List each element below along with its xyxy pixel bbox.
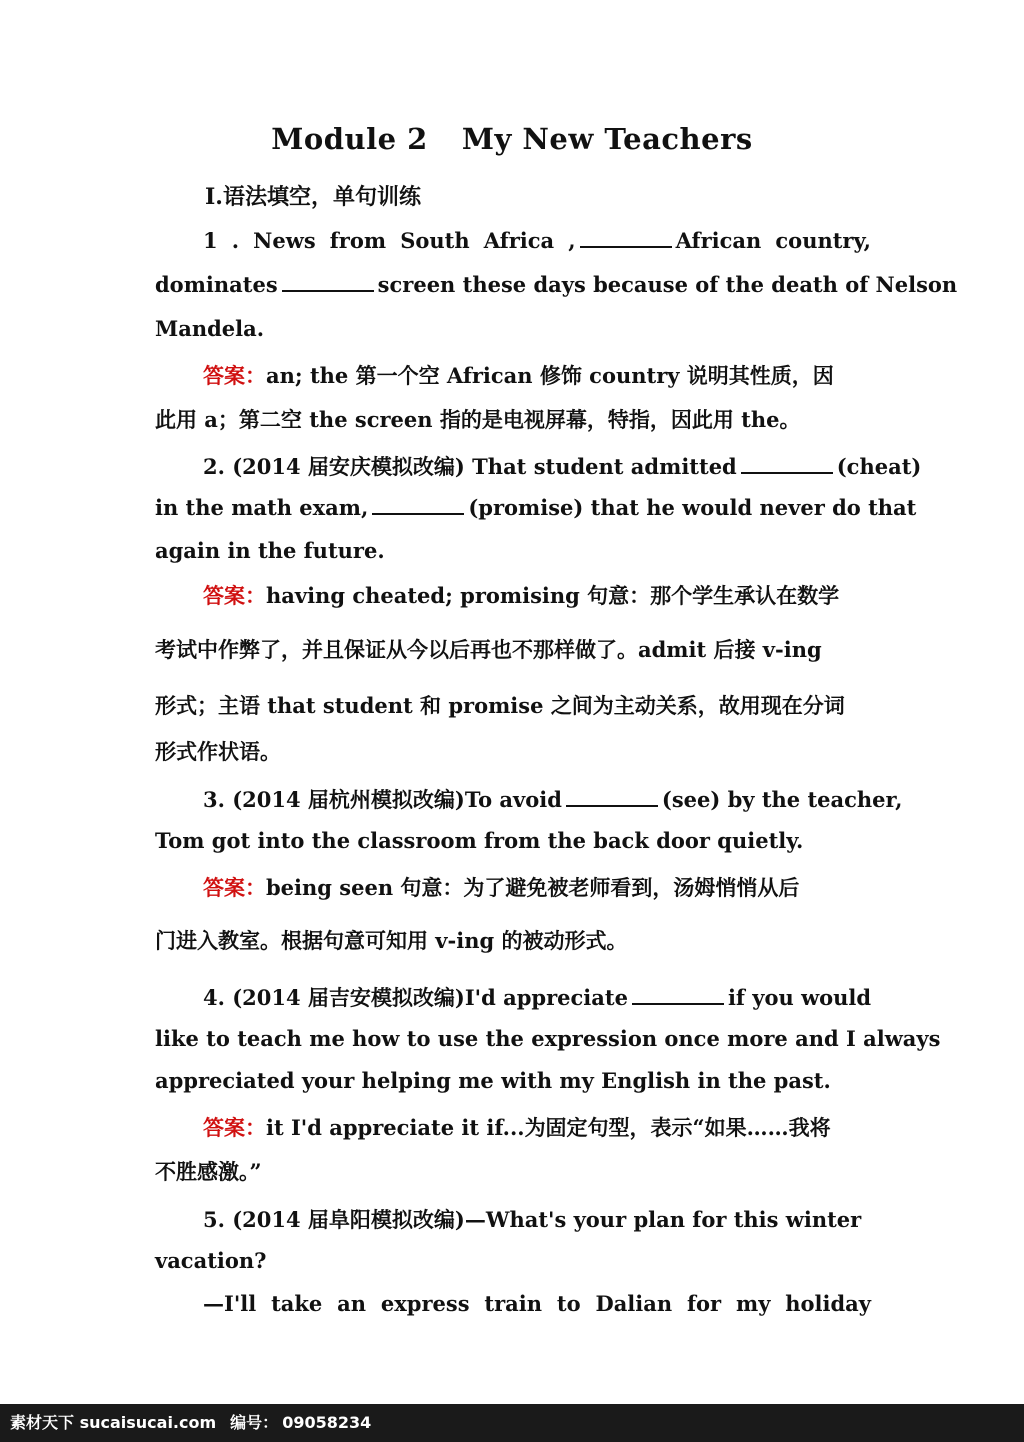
question-1-line-3: Mandela.	[155, 316, 265, 341]
footer-site: 素材天下 sucaisucai.com	[10, 1413, 217, 1432]
question-5-line-2: vacation?	[155, 1248, 267, 1273]
answer-4-line-2: 不胜感激。”	[155, 1159, 262, 1184]
answer-label: 答案：	[203, 1115, 266, 1140]
blank	[741, 471, 833, 474]
blank	[566, 804, 658, 807]
question-2-line-2: in the math exam, (promise) that he would never do that	[155, 495, 917, 520]
answer-1-line-2: 此用 a；第二空 the screen 指的是电视屏幕，特指，因此用 the。	[155, 407, 801, 432]
blank	[282, 289, 374, 292]
question-4-line-1: 4. (2014 届吉安模拟改编)I'd appreciate if you would	[203, 985, 872, 1010]
question-3-line-1: 3. (2014 届杭州模拟改编)To avoid (see) by the teacher,	[203, 787, 903, 812]
title-name: My New Teachers	[461, 122, 753, 156]
question-2-line-1: 2. (2014 届安庆模拟改编) That student admitted (cheat)	[203, 454, 922, 479]
answer-2-line-4: 形式作状语。	[155, 739, 281, 764]
blank	[632, 1002, 724, 1005]
question-5-line-1: 5. (2014 届阜阳模拟改编)—What's your plan for this winter	[203, 1207, 862, 1232]
answer-label: 答案：	[203, 583, 266, 608]
answer-2-line-2: 考试中作弊了，并且保证从今以后再也不那样做了。admit 后接 v-ing	[155, 637, 822, 662]
question-5-line-3: —I'll take an express train to Dalian for my holiday	[203, 1291, 871, 1316]
answer-3-line-2: 门进入教室。根据句意可知用 v-ing 的被动形式。	[155, 928, 628, 953]
footer-id-value: 09058234	[282, 1413, 372, 1432]
footer-id-label: 编号：	[230, 1413, 279, 1432]
blank	[580, 245, 672, 248]
question-2-line-3: again in the future.	[155, 538, 385, 563]
title-module: Module 2	[271, 122, 428, 156]
answer-2-line-1: 答案：having cheated; promising 句意：那个学生承认在数学	[203, 583, 840, 608]
watermark-footer	[0, 1404, 1024, 1442]
answer-3-line-1: 答案：being seen 句意：为了避免被老师看到，汤姆悄悄从后	[203, 875, 800, 900]
blank	[372, 512, 464, 515]
question-4-line-2: like to teach me how to use the expression once more and I always	[155, 1026, 941, 1051]
question-1-line-2: dominates screen these days because of the death of Nelson	[155, 272, 958, 297]
answer-2-line-3: 形式；主语 that student 和 promise 之间为主动关系，故用现在分词	[155, 693, 845, 718]
answer-4-line-1: 答案：it I'd appreciate it if...为固定句型，表示“如果……我将	[203, 1115, 831, 1140]
section-heading: Ⅰ.语法填空，单句训练	[205, 184, 421, 210]
answer-1-line-1: 答案：an; the 第一个空 African 修饰 country 说明其性质，因	[203, 363, 834, 388]
answer-label: 答案：	[203, 875, 266, 900]
question-3-line-2: Tom got into the classroom from the back door quietly.	[155, 828, 804, 853]
question-4-line-3: appreciated your helping me with my English in the past.	[155, 1068, 831, 1093]
answer-label: 答案：	[203, 363, 266, 388]
page-title	[0, 122, 1024, 156]
question-1-line-1: 1 . News from South Africa , African country,	[203, 228, 871, 253]
